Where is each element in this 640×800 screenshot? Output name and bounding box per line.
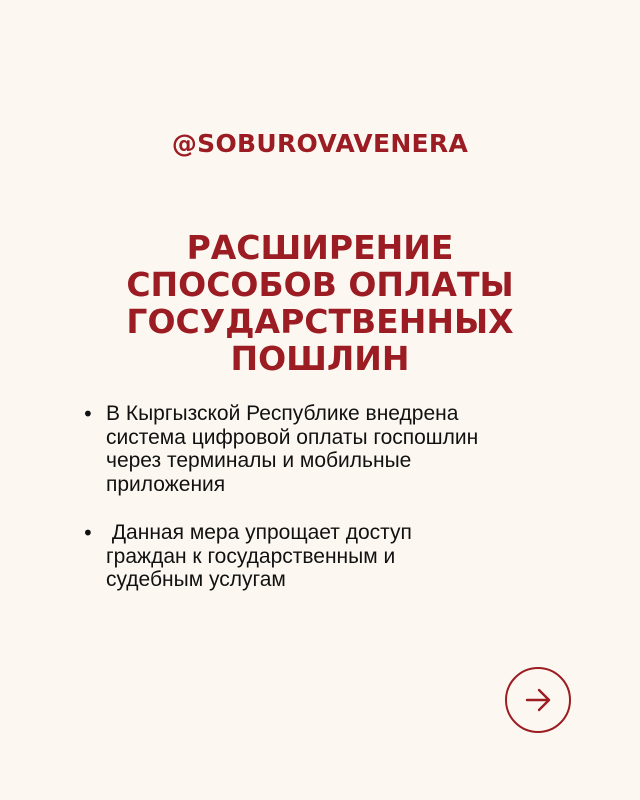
bullet-line: через терминалы и мобильные [106,449,412,472]
bullet-line: система цифровой оплаты госпошлин [106,425,479,449]
page-title [60,229,580,377]
title-line: ПОШЛИН [230,339,410,378]
bullet-line: Данная мера упрощает доступ [106,521,412,544]
title-line: РАСШИРЕНИЕ [186,228,454,267]
bullet-line: судебным услугам [106,568,286,591]
bullet-line: граждан к государственным и [106,544,396,568]
bullet-text [106,402,478,496]
next-button[interactable] [505,667,571,733]
title-line: СПОСОБОВ ОПЛАТЫ [126,265,514,304]
bullet-line: приложения [106,472,226,496]
account-handle: @SOBUROVAVENERA [171,129,469,158]
title-line: ГОСУДАРСТВЕННЫХ [126,302,514,341]
arrow-right-icon [521,683,555,717]
bullet-item [82,402,582,496]
bullet-text [106,521,412,592]
bullet-dot-icon: • [82,521,94,545]
bullet-item [82,521,582,592]
bullet-list [82,402,582,617]
bullet-line: В Кыргызской Республике внедрена [106,402,459,425]
bullet-dot-icon: • [82,402,94,426]
